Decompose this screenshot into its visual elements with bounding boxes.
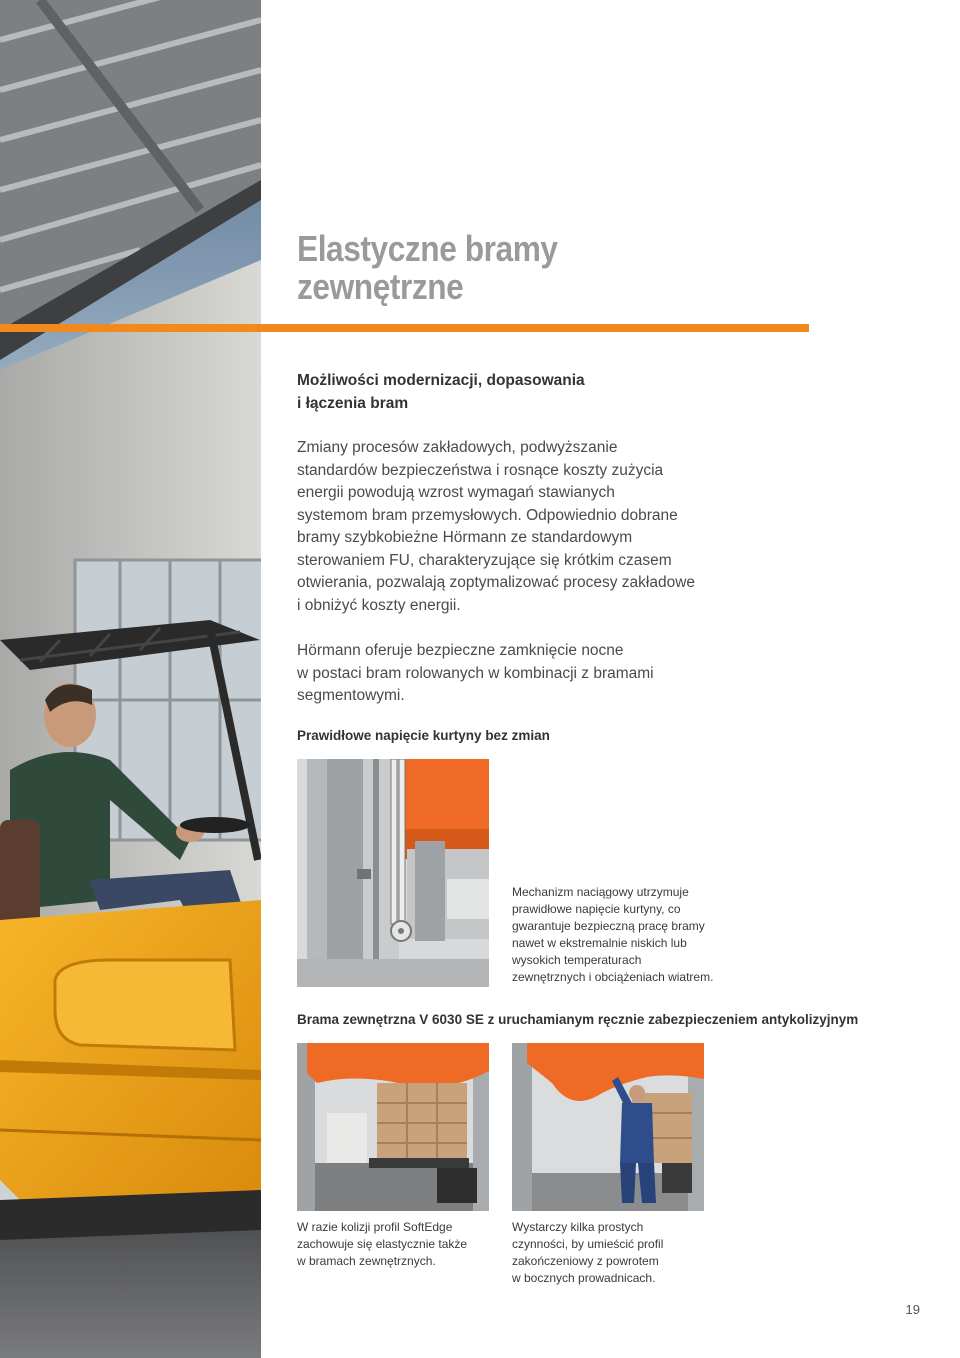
caption-line: zewnętrznych i obciążeniach wiatrem. <box>512 970 714 984</box>
caption-line: zachowuje się elastycznie także <box>297 1237 468 1251</box>
text-line: segmentowymi. <box>297 687 405 704</box>
text-line: sterowaniem FU, charakteryzujące się krótkim czasem <box>297 551 672 569</box>
reinsert-profile-photo <box>512 1043 704 1211</box>
caption-line: czynności, by umieścić profil <box>512 1237 664 1251</box>
night-closure-paragraph <box>297 640 747 708</box>
text-line: Hörmann oferuje bezpieczne zamknięcie nocne <box>297 642 624 659</box>
intro-subheading-line-2: i łączenia bram <box>297 395 409 412</box>
text-line: Zmiany procesów zakładowych, podwyższanie <box>297 439 618 456</box>
section-heading-curtain-tension: Prawidłowe napięcie kurtyny bez zmian <box>297 728 550 743</box>
caption-line: W razie kolizji profil SoftEdge <box>297 1220 453 1234</box>
text-line: energii powodują wzrost wymagań stawianych <box>297 484 615 501</box>
caption-line: wysokich temperaturach <box>512 953 642 967</box>
text-line: systemom bram przemysłowych. Odpowiednio dobrane <box>297 506 678 524</box>
intro-subheading <box>297 369 737 415</box>
reinsert-profile-caption <box>512 1219 663 1287</box>
orange-divider <box>0 324 809 332</box>
caption-line: gwarantuje bezpieczną pracę bramy <box>512 919 705 933</box>
tension-mechanism-caption <box>512 884 713 986</box>
caption-line: Mechanizm naciągowy utrzymuje <box>512 885 689 899</box>
caption-line: zakończeniowy z powrotem <box>512 1254 659 1268</box>
hero-photo-forklift <box>0 0 261 1358</box>
caption-line: w bramach zewnętrznych. <box>297 1254 436 1268</box>
collision-softedge-caption <box>297 1219 467 1270</box>
text-line: otwierania, pozwalają zoptymalizować procesy zakładowe <box>297 574 696 591</box>
page-title-line-2: zewnętrzne <box>297 266 464 307</box>
intro-paragraph <box>297 437 747 617</box>
page-number: 19 <box>905 1302 920 1317</box>
collision-softedge-photo <box>297 1043 489 1211</box>
text-line: i obniżyć koszty energii. <box>297 596 461 614</box>
intro-subheading-line-1: Możliwości modernizacji, dopasowania <box>297 372 585 389</box>
caption-line: nawet w ekstremalnie niskich lub <box>512 936 687 950</box>
tension-mechanism-photo <box>297 759 489 987</box>
section-heading-v6030-se: Brama zewnętrzna V 6030 SE z uruchamianym ręcznie zabezpieczeniem antykolizyjnym <box>297 1012 859 1027</box>
caption-line: w bocznych prowadnicach. <box>512 1271 656 1285</box>
page-title-line-1: Elastyczne bramy <box>297 228 558 269</box>
caption-line: prawidłowe napięcie kurtyny, co <box>512 902 681 916</box>
text-line: bramy szybkobieżne Hörmann ze standardowym <box>297 529 633 546</box>
text-line: standardów bezpieczeństwa i rosnące koszty zużycia <box>297 461 664 479</box>
text-line: w postaci bram rolowanych w kombinacji z bramami <box>297 664 654 682</box>
caption-line: Wystarczy kilka prostych <box>512 1220 644 1234</box>
page-title <box>297 230 667 306</box>
